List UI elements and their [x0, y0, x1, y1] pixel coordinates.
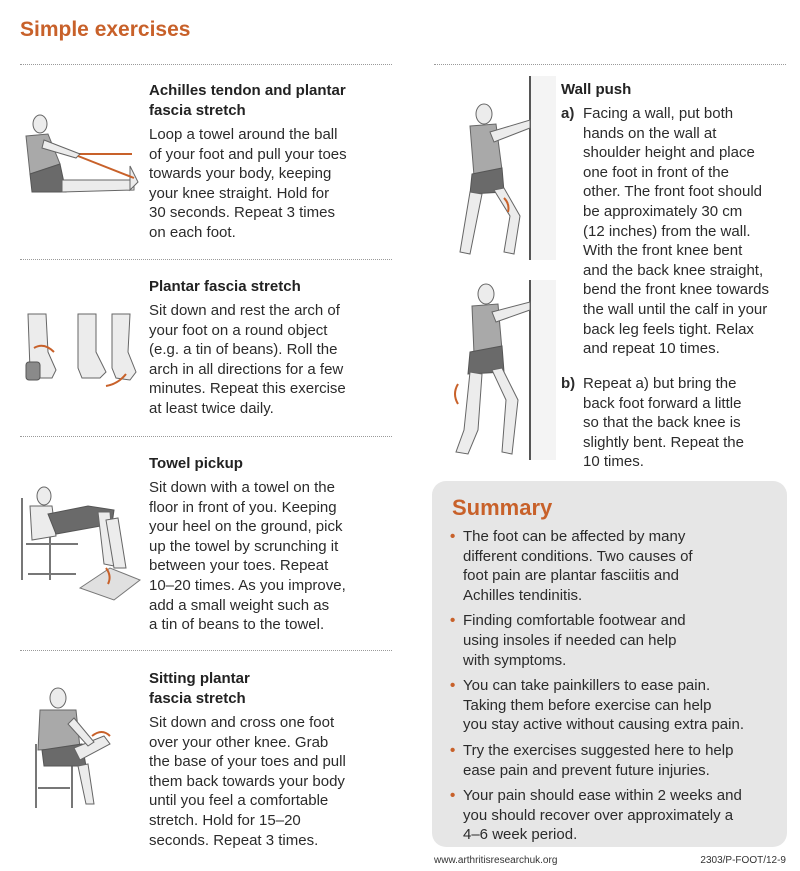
divider [20, 259, 392, 260]
summary-title: Summary [452, 495, 553, 520]
step-text: Repeat a) but bring the back foot forward a little so that the back knee is slightly bent. Repeat the 10 times. [583, 375, 744, 471]
step-label: b) [561, 375, 576, 392]
summary-item: • Finding comfortable footwear and using insoles if needed can help with symptoms. [450, 612, 686, 669]
bullet-icon: • [450, 787, 456, 805]
footer-document-code: 2303/P-FOOT/12-9 [700, 855, 786, 866]
summary-list [450, 527, 782, 851]
wall-push-title: Wall push [561, 81, 632, 98]
exercise-instructions: Sit down and rest the arch of your foot on a round object (e.g. a tin of beans). Roll the arch in all directions for a few minutes. Repeat this exercise at least twice daily. [149, 302, 346, 417]
sitting-stretch-illustration [22, 684, 142, 810]
divider [20, 64, 392, 65]
bullet-icon: • [450, 528, 456, 545]
divider [20, 436, 392, 437]
exercise-title: Sitting plantar fascia stretch [149, 670, 250, 707]
bullet-icon: • [450, 612, 456, 630]
wall-push-step-b [561, 374, 791, 472]
summary-item: • You can take painkillers to ease pain. Taking them before exercise can help you stay active without causing extra pain. [450, 677, 744, 734]
exercise-title: Towel pickup [149, 455, 243, 472]
divider [434, 64, 786, 65]
exercise-title: Plantar fascia stretch [149, 278, 301, 295]
summary-item: • The foot can be affected by many different conditions. Two causes of foot pain are plantar fasciitis and Achilles tendinitis. [450, 528, 693, 604]
exercise-plantar-fascia-stretch [149, 277, 389, 419]
wall-push-b-illustration [446, 280, 556, 460]
exercise-instructions: Loop a towel around the ball of your foot and pull your toes towards your body, keeping your knee straight. Hold for 30 seconds. Repeat 3 times on each foot. [149, 126, 347, 241]
exercise-towel-pickup [149, 454, 389, 635]
footer-website-link[interactable]: www.arthritisresearchuk.org [434, 855, 558, 866]
plantar-roll-illustration [18, 312, 142, 392]
step-text: Facing a wall, put both hands on the wall at shoulder height and place one foot in front of the other. The front foot should be approximately 30 cm (12 inches) from the wall. With the front knee bent and the back knee straight, bend the front knee towards the wall until the calf in your back leg feels tight. Relax and repeat 10 times. [583, 105, 769, 358]
bullet-icon: • [450, 741, 456, 759]
summary-box [432, 481, 787, 847]
page-title: Simple exercises [20, 18, 191, 41]
summary-item: • Try the exercises suggested here to help ease pain and prevent future injuries. [450, 741, 734, 779]
wall-push-step-a [561, 104, 791, 359]
exercise-title: Achilles tendon and plantar fascia stretch [149, 82, 346, 119]
exercise-instructions: Sit down with a towel on the floor in front of you. Keeping your heel on the ground, pick up the towel by scrunching it between your toes. Repeat 10–20 times. As you improve, add a small weight such as a tin of beans to the towel. [149, 479, 346, 634]
wall-push-a-illustration [446, 76, 556, 260]
step-label: a) [561, 105, 575, 122]
towel-pickup-illustration [18, 484, 142, 604]
achilles-stretch-illustration [18, 108, 142, 200]
divider [20, 650, 392, 651]
exercise-instructions: Sit down and cross one foot over your other knee. Grab the base of your toes and pull them back towards your body until you feel a comfortable stretch. Hold for 15–20 seconds. Repeat 3 times. [149, 714, 346, 849]
bullet-icon: • [450, 677, 456, 695]
exercise-achilles-stretch [149, 81, 389, 243]
exercise-sitting-plantar-stretch [149, 669, 389, 850]
summary-item: • Your pain should ease within 2 weeks and you should recover over approximately a 4–6 week period. [450, 787, 742, 844]
